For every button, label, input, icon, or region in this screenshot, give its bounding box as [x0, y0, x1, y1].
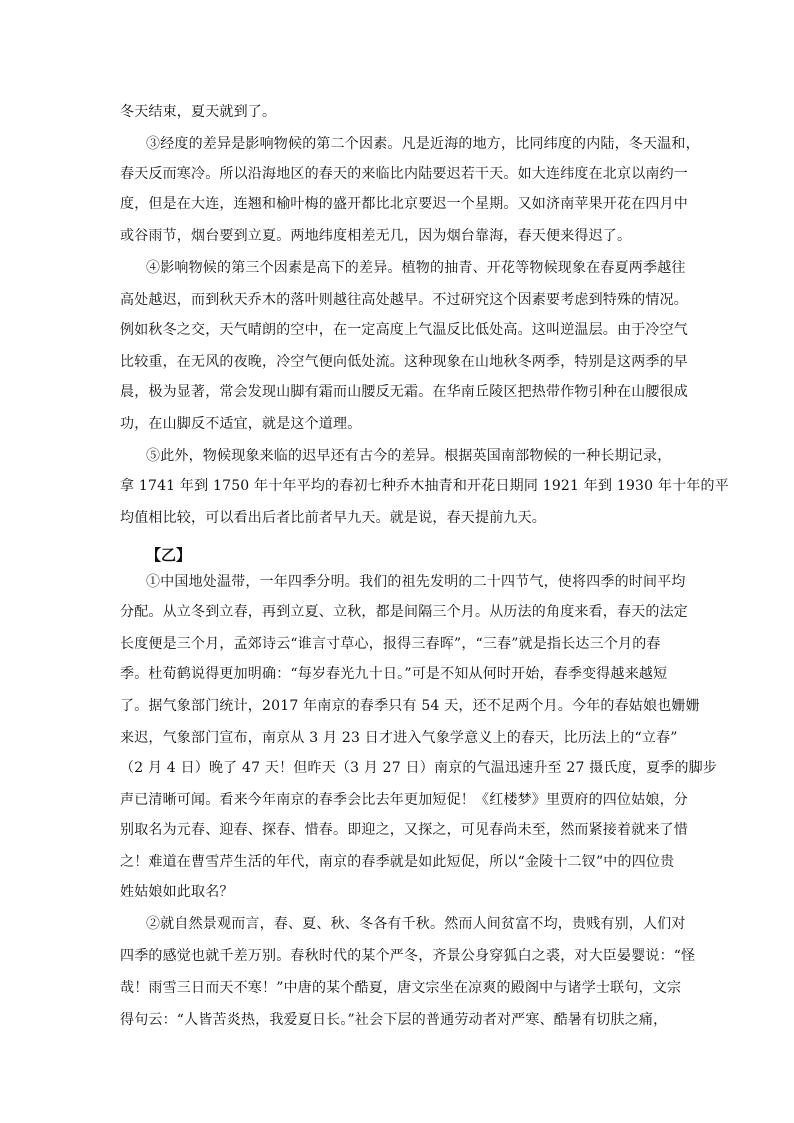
text-line: 高处越迟，而到秋天乔木的落叶则越往高处越早。不过研究这个因素要考虑到特殊的情况。	[120, 292, 688, 308]
text-line: 别取名为元春、迎春、探春、惜春。即迎之，又探之，可见春尚未至，然而紧接着就来了惜	[120, 822, 688, 838]
text-line: 均值相比较，可以看出后者比前者早九天。就是说，春天提前九天。	[120, 510, 546, 526]
text-line: 功，在山脚反不适宜，就是这个道理。	[120, 416, 362, 432]
text-line: （2 月 4 日）晚了 47 天！但昨天（3 月 27 日）南京的气温迅速升至 27 摄氏度，夏季的脚步	[120, 760, 718, 776]
text-line: 来迟，气象部门宣布，南京从 3 月 23 日才进入气象学意义上的春天，比历法上的“立春”	[120, 730, 678, 746]
paragraph-3-start: ③经度的差异是影响物候的第二个因素。凡是近海的地方，比同纬度的内陆，冬天温和，	[146, 136, 700, 152]
text-line: 分配。从立冬到立春，再到立夏、立秋，都是间隔三个月。从历法的角度来看，春天的法定	[120, 604, 688, 620]
text-line: 拿 1741 年到 1750 年十年平均的春初七种乔木抽青和开花日期同 1921 年到 1930 年十年的平	[120, 478, 729, 494]
text-line: 四季的感觉也就千差万别。春秋时代的某个严冬，齐景公身穿狐白之裘，对大臣晏婴说：“怪	[120, 948, 696, 964]
paragraph-5-start: ⑤此外，物候现象来临的迟早还有古今的差异。根据英国南部物候的一种长期记录，	[146, 448, 672, 464]
paragraph-4-start: ④影响物候的第三个因素是高下的差异。植物的抽青、开花等物候现象在春夏两季越往	[146, 260, 686, 276]
text-line: 声已清晰可闻。看来今年南京的春季会比去年更加短促！《红楼梦》里贾府的四位姑娘，分	[120, 792, 688, 808]
text-line: 了。据气象部门统计，2017 年南京的春季只有 54 天，还不足两个月。今年的春姑娘也姗姗	[120, 698, 700, 714]
text-line: 季。杜荀鹤说得更加明确：“每岁春光九十日。”可是不知从何时开始，春季变得越来越短	[120, 666, 668, 682]
text-line: 冬天结束，夏天就到了。	[120, 104, 277, 120]
section-heading-yi: 【乙】	[146, 546, 192, 564]
text-line: 长度便是三个月，孟郊诗云“谁言寸草心，报得三春晖”，“三春”就是指长达三个月的春	[120, 636, 661, 652]
paragraph-1-start: ①中国地处温带，一年四季分明。我们的祖先发明的二十四节气，使将四季的时间平均	[146, 574, 686, 590]
text-line: 或谷雨节，烟台要到立夏。两地纬度相差无几，因为烟台靠海，春天便来得迟了。	[120, 228, 632, 244]
text-line: 例如秋冬之交，天气晴朗的空中，在一定高度上气温反比低处高。这叫逆温层。由于冷空气	[120, 322, 688, 338]
text-line: 得句云：“人皆苦炎热，我爱夏日长。”社会下层的普通劳动者对严寒、酷暑有切肤之痛，	[120, 1012, 668, 1028]
text-line: 春天反而寒冷。所以沿海地区的春天的来临比内陆要迟若干天。如大连纬度在北京以南约一	[120, 166, 688, 182]
text-line: 哉！雨雪三日而天不寒！”中唐的某个酷夏，唐文宗坐在凉爽的殿阁中与诸学士联句，文宗	[120, 980, 682, 996]
paragraph-2-start: ②就自然景观而言，春、夏、秋、冬各有千秋。然而人间贫富不均，贵贱有别，人们对	[146, 916, 686, 932]
text-line: 度，但是在大连，连翘和榆叶梅的盛开都比北京要迟一个星期。又如济南苹果开花在四月中	[120, 196, 688, 212]
text-line: 之！难道在曹雪芹生活的年代，南京的春季就是如此短促，所以“金陵十二钗”中的四位贵	[120, 854, 675, 870]
text-line: 比较重，在无风的夜晚，冷空气便向低处流。这种现象在山地秋冬两季，特别是这两季的早	[120, 354, 688, 370]
text-line: 姓姑娘如此取名？	[120, 884, 234, 900]
text-line: 晨，极为显著，常会发现山脚有霜而山腰反无霜。在华南丘陵区把热带作物引种在山腰很成	[120, 384, 688, 400]
